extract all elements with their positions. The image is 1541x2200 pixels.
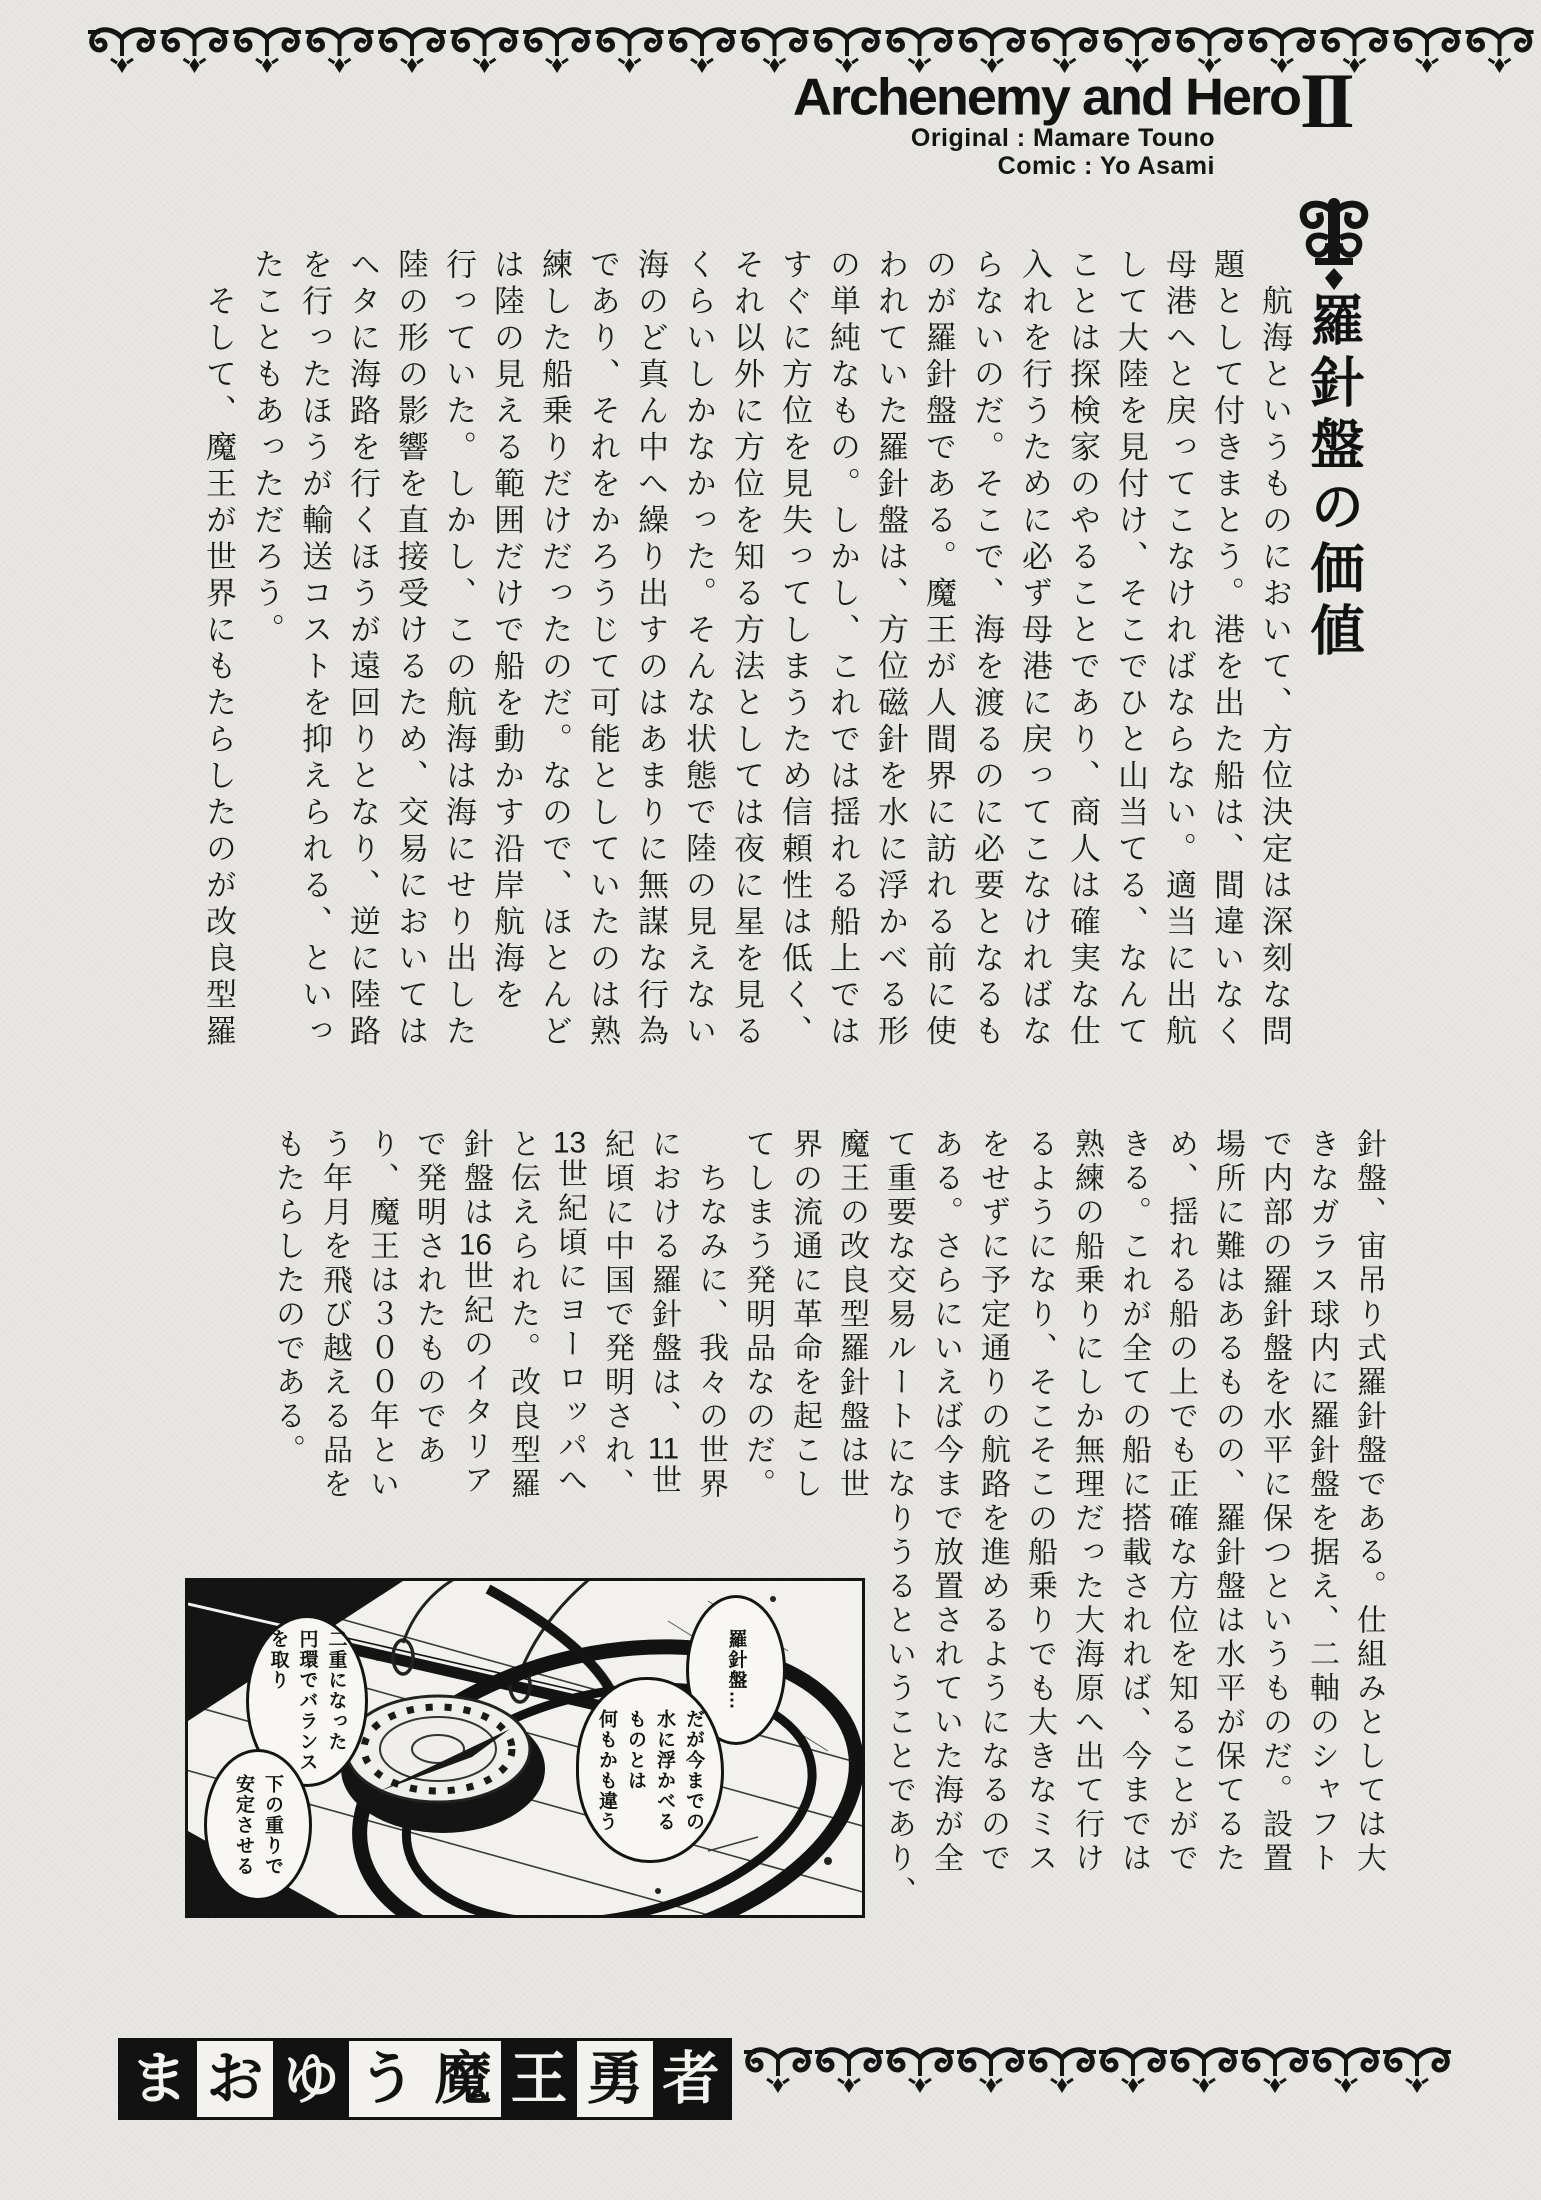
- text-column: すぐに方位を見失ってしまうため信頼性は低く、: [777, 248, 812, 1051]
- text-column: り、魔王は３００年とい: [365, 1128, 398, 1502]
- text-column: 陸の形の影響を直接受けるため、交易においては: [393, 248, 428, 1051]
- text-column: 何もかも違う: [596, 1708, 617, 1832]
- text-column: と伝えられた。改良型羅: [506, 1128, 539, 1502]
- text-column: ことは探検家のやることであり、商人は確実な仕: [1065, 248, 1100, 1051]
- volume-number: II: [1300, 57, 1349, 144]
- text-column: 下の重りで: [262, 1773, 283, 1877]
- speech-bubble-weight-note: [204, 1749, 312, 1901]
- logo-tile: 者: [653, 2041, 729, 2117]
- text-column: は陸の見える範囲だけで船を動かす沿岸航海を: [489, 248, 524, 1015]
- text-column: 水に浮かべる: [654, 1708, 675, 1832]
- column-heading: 羅針盤の価値: [1303, 292, 1363, 664]
- logo-tile: お: [197, 2041, 273, 2117]
- text-column: 場所に難はあるものの、羅針盤は水平が保てるた: [1211, 1128, 1244, 1876]
- text-column: 針盤、宙吊り式羅針盤である。仕組みとしては大: [1352, 1128, 1385, 1876]
- essay-top-block: [194, 248, 1298, 1051]
- text-column: くらいしかなかった。そんな状態で陸の見えない: [681, 248, 716, 1051]
- text-column: きる。これが全ての船に搭載されれば、今までは: [1117, 1128, 1150, 1876]
- text-column: ちなみに、我々の世界: [694, 1128, 727, 1502]
- text-column: 題として付きまとう。港を出た船は、間違いなく: [1209, 248, 1244, 1051]
- text-column: 入れを行うために必ず母港に戻ってこなければな: [1017, 248, 1052, 1051]
- text-column: きなガラス球内に羅針盤を据え、二軸のシャフト: [1305, 1128, 1338, 1876]
- credit-original: Original : Mamare Touno: [910, 124, 1215, 152]
- text-column: 紀頃に中国で発明され、: [600, 1128, 633, 1502]
- text-column: であり、それをかろうじて可能としていたのは熟: [585, 248, 620, 1051]
- credit-comic: Comic : Yo Asami: [997, 152, 1215, 180]
- text-column: 安定させる: [233, 1773, 254, 1877]
- text-column: 13世紀頃にヨーロッパへ: [553, 1128, 586, 1498]
- logo-tile: う: [349, 2041, 425, 2117]
- text-column: らないのだ。そこで、海を渡るのに必要となるも: [969, 248, 1004, 1051]
- text-column: 魔王の改良型羅針盤は世: [835, 1128, 868, 1502]
- text-column: 行っていた。しかし、この航海は海にせり出した: [441, 248, 476, 1051]
- text-column: して大陸を見付け、そこでひと山当てる、なんて: [1113, 248, 1148, 1051]
- series-logo: [118, 2038, 732, 2120]
- bottom-ornament-border: [742, 2044, 1452, 2100]
- text-column: のが羅針盤である。魔王が人間界に訪れる前に使: [921, 248, 956, 1051]
- text-column: て重要な交易ルートになりうるということであり、: [882, 1128, 915, 1910]
- text-column: 航海というものにおいて、方位決定は深刻な問: [1257, 248, 1292, 1051]
- text-column: たこともあっただろう。: [249, 248, 284, 650]
- logo-tile: 王: [501, 2041, 577, 2117]
- text-column: 母港へと戻ってこなければならない。適当に出航: [1161, 248, 1196, 1051]
- text-column: 二重になった: [325, 1629, 347, 1753]
- text-column: 練した船乗りだけだったのだ。なので、ほとんど: [537, 248, 572, 1051]
- text-column: を取り: [267, 1629, 289, 1691]
- logo-tile: 勇: [577, 2041, 653, 2117]
- text-column: の単純なもの。しかし、これでは揺れる船上では: [825, 248, 860, 1051]
- text-column: ものとは: [625, 1708, 646, 1791]
- manga-panel: [185, 1578, 865, 1918]
- text-column: で内部の羅針盤を水平に保つというものだ。設置: [1258, 1128, 1291, 1876]
- text-column: われていた羅針盤は、方位磁針を水に浮かべる形: [873, 248, 908, 1051]
- logo-tile: ゆ: [273, 2041, 349, 2117]
- text-column: で発明されたものであ: [412, 1128, 445, 1468]
- text-column: るようになり、そこそこの船乗りでも大きなミス: [1023, 1128, 1056, 1876]
- text-column: をせずに予定通りの航路を進めるようになるので: [976, 1128, 1009, 1876]
- text-column: 海のど真ん中へ繰り出すのはあまりに無謀な行為: [633, 248, 668, 1051]
- text-column: う年月を飛び越える品を: [318, 1128, 351, 1502]
- text-column: 熟練の船乗りにしか無理だった大海原へ出て行け: [1070, 1128, 1103, 1876]
- text-column: それ以外に方位を知る方法としては夜に星を見る: [729, 248, 764, 1051]
- text-column: 円環でバランス: [296, 1629, 318, 1773]
- text-column: 針盤は16世紀のイタリア: [459, 1128, 492, 1498]
- fleuron-crest-icon: [1294, 196, 1374, 292]
- text-column: そして、魔王が世界にもたらしたのが改良型羅: [201, 248, 236, 1051]
- text-column: を行ったほうが輸送コストを抑えられる、といっ: [297, 248, 332, 1051]
- logo-tile: ま: [121, 2041, 197, 2117]
- text-column: もたらしたのである。: [271, 1128, 304, 1468]
- text-column: ある。さらにいえば今まで放置されていた海が全: [929, 1128, 962, 1876]
- logo-tile: 魔: [425, 2041, 501, 2117]
- text-column: 羅針盤…: [725, 1629, 747, 1711]
- text-column: における羅針盤は、11世: [647, 1128, 680, 1498]
- text-column: 界の流通に革命を起こし: [788, 1128, 821, 1502]
- series-title: Archenemy and Hero: [792, 68, 1300, 126]
- text-column: ヘタに海路を行くほうが遠回りとなり、逆に陸路: [345, 248, 380, 1051]
- text-column: てしまう発明品なのだ。: [741, 1128, 774, 1502]
- text-column: だが今までの: [683, 1708, 704, 1832]
- text-column: め、揺れる船の上でも正確な方位を知ることがで: [1164, 1128, 1197, 1876]
- speech-bubble-comparison: [576, 1677, 724, 1863]
